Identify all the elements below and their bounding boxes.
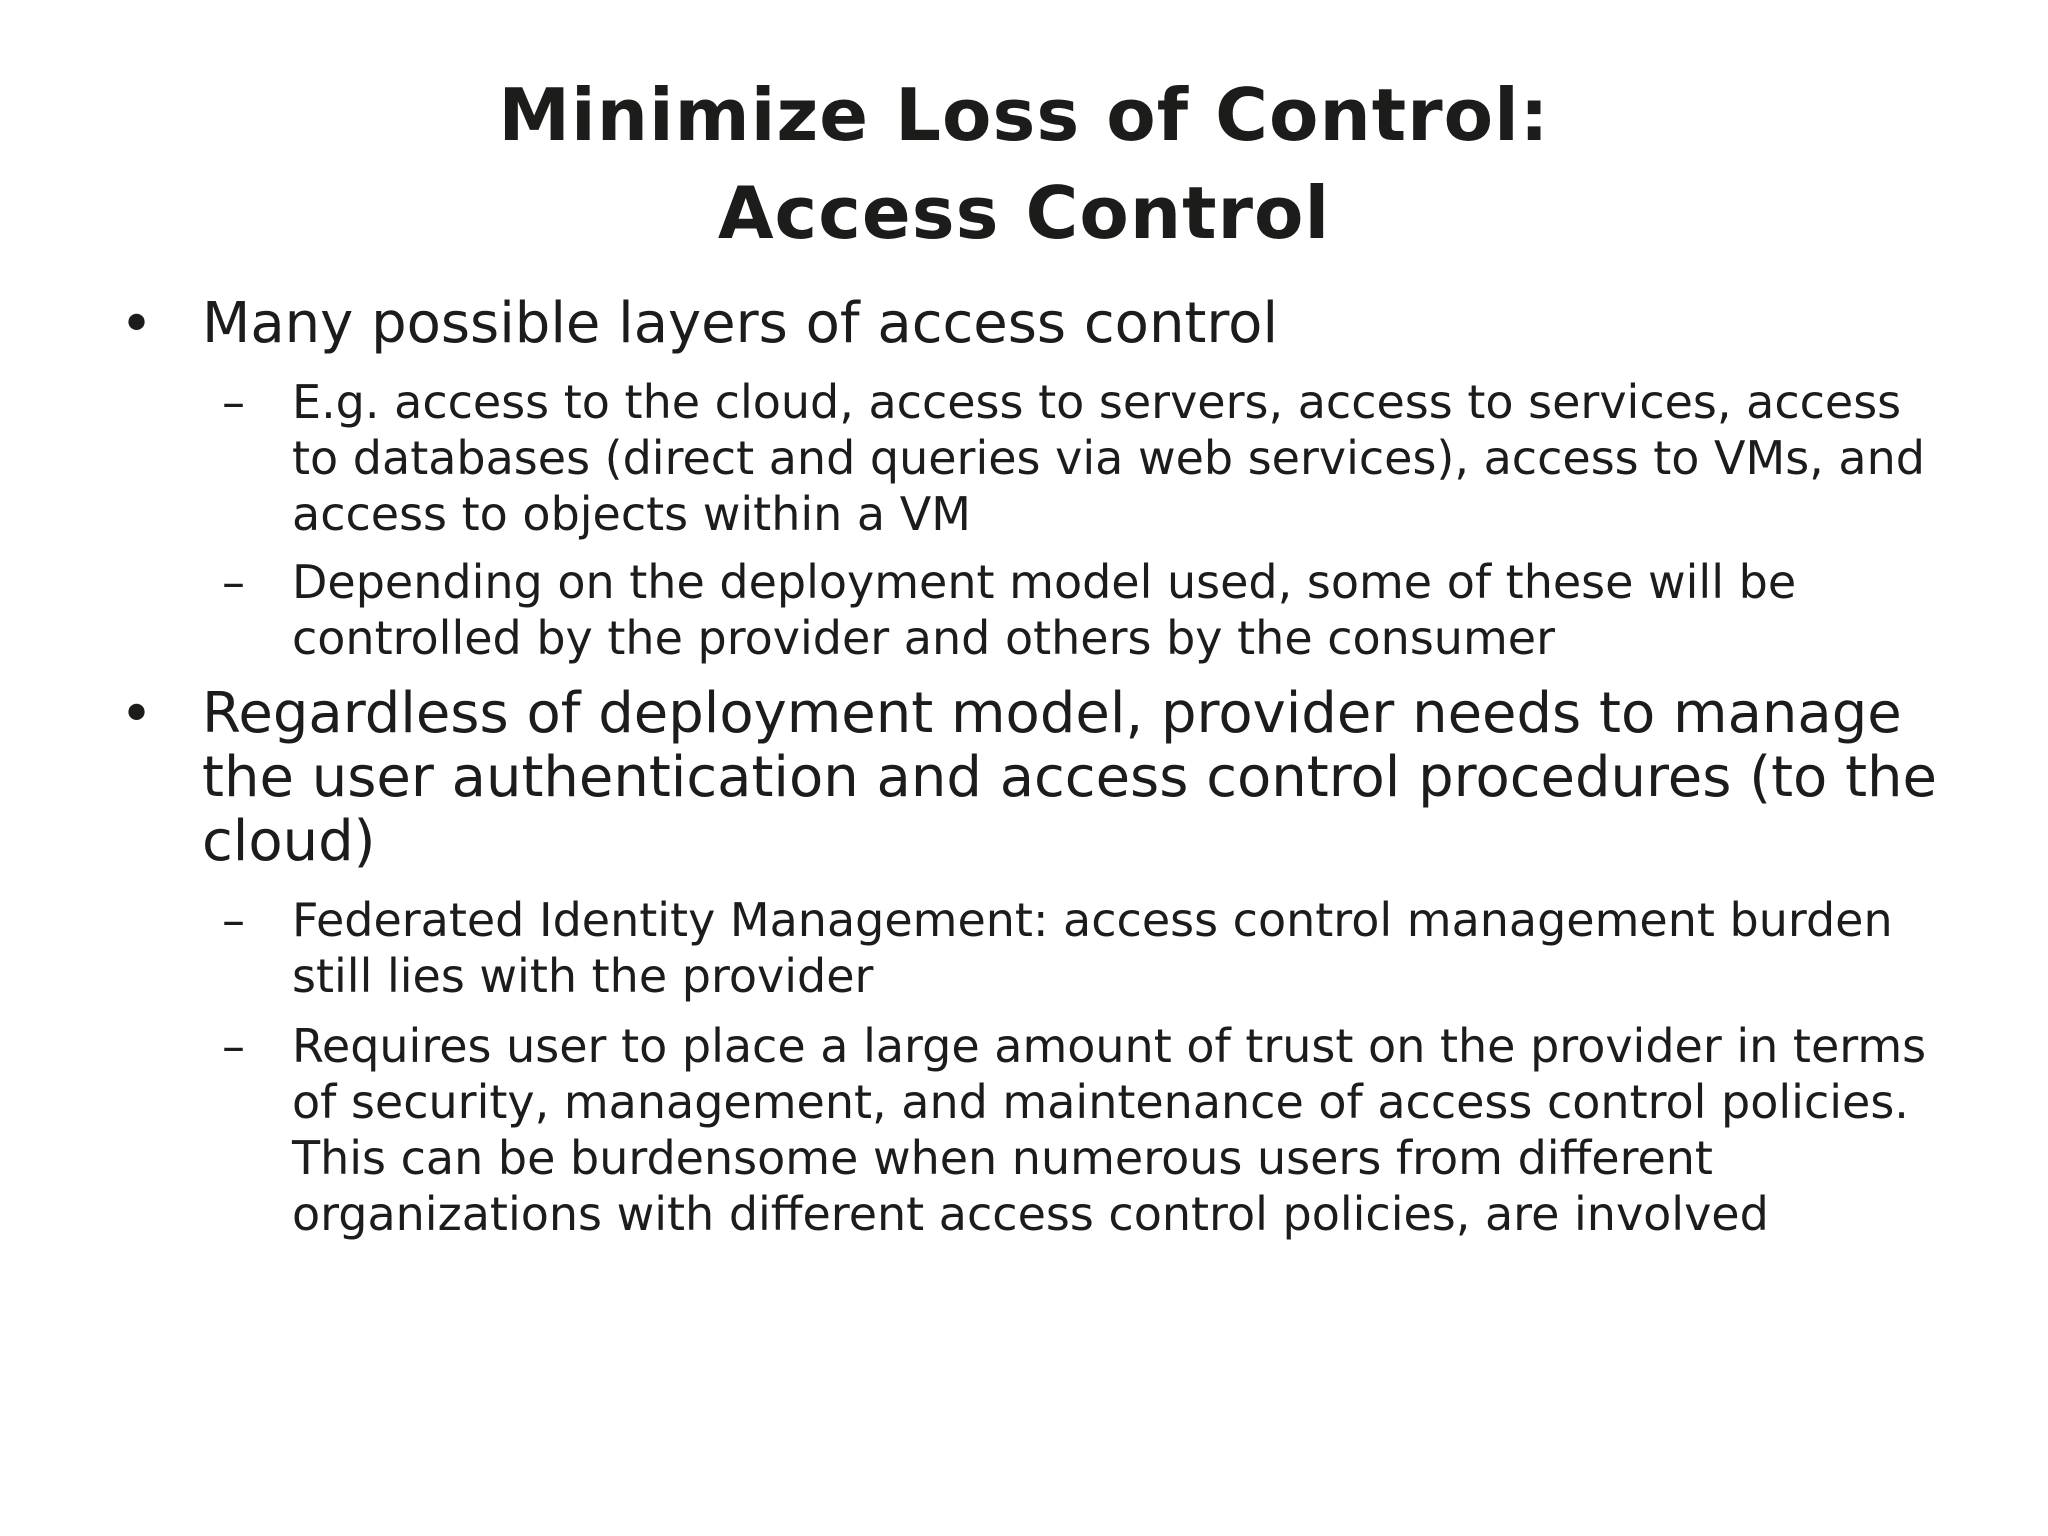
title-line-2: Access Control — [717, 171, 1331, 255]
bullet-text: Regardless of deployment model, provider needs to manage the user authentication and access control procedures (to the cloud) — [202, 681, 1937, 874]
slide-title — [0, 66, 2048, 262]
sub-bullet-marker: – — [222, 893, 245, 947]
sub-bullet-text: Federated Identity Management: access control management burden still lies with the provider — [292, 893, 1893, 1003]
sub-bullet-text: Requires user to place a large amount of trust on the provider in terms of security, management, and maintenance of access control policies. This can be burdensome when numerous users from different organizations with different access control policies, are involved — [292, 1019, 1927, 1241]
sub-bullet-marker: – — [222, 375, 245, 429]
bullet-marker: • — [120, 292, 154, 357]
sub-bullet-marker: – — [222, 1019, 245, 1073]
sub-bullet-marker: – — [222, 555, 245, 609]
bullet-marker: • — [120, 682, 154, 747]
bullet-text: Many possible layers of access control — [202, 291, 1279, 356]
title-line-1: Minimize Loss of Control: — [498, 73, 1550, 157]
sub-bullet-text: E.g. access to the cloud, access to servers, access to services, access to databases (direct and queries via web services), access to VMs, and access to objects within a VM — [292, 375, 1925, 541]
sub-bullet-text: Depending on the deployment model used, some of these will be controlled by the provider and others by the consumer — [292, 555, 1797, 665]
